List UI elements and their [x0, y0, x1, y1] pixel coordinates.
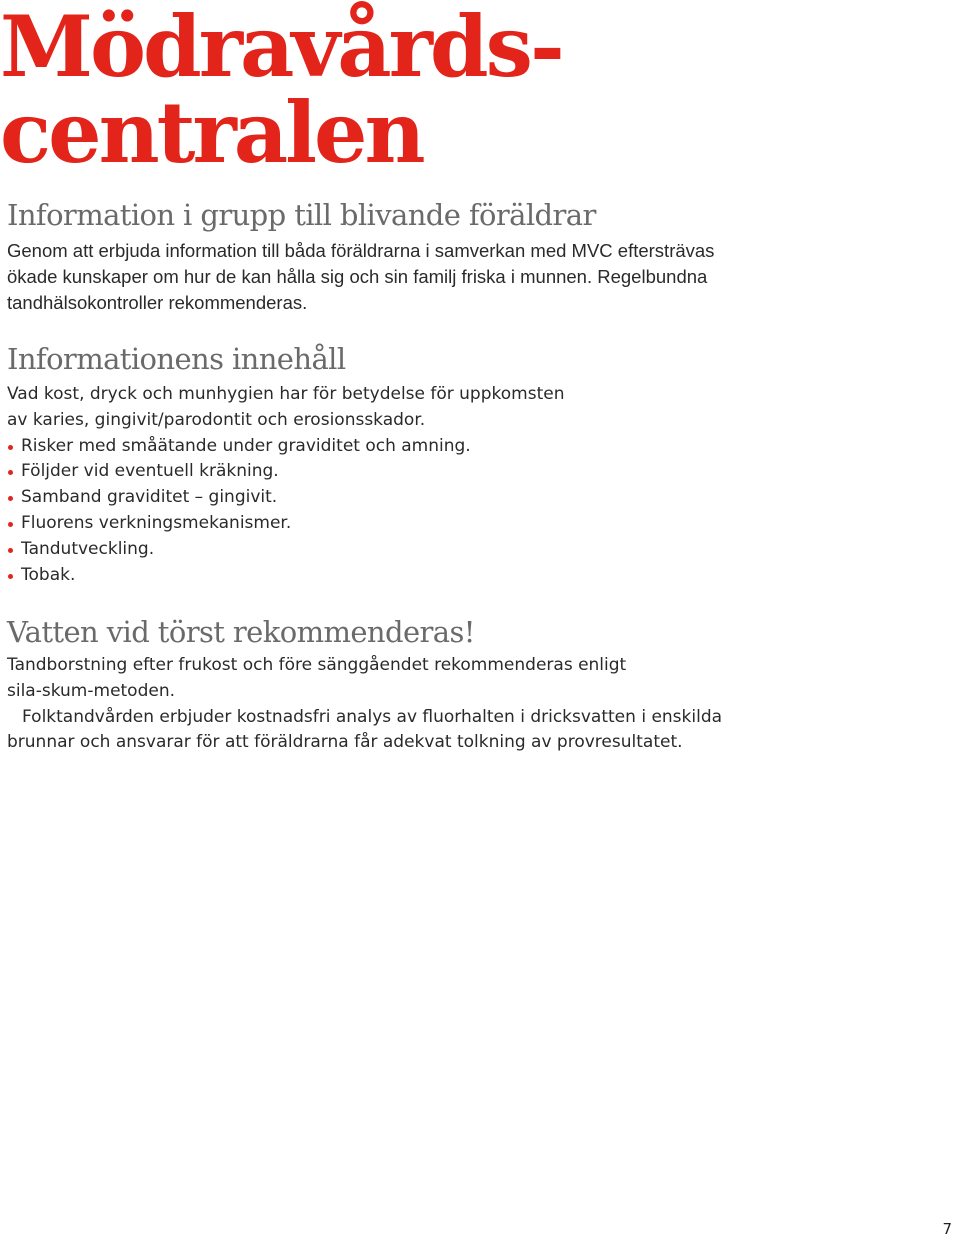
section-body-content [7, 382, 947, 588]
paragraph-line: Genom att erbjuda information till båda föräldrarna i samverkan med MVC eftersträvas [7, 240, 715, 261]
paragraph-line: tandhälsokontroller rekommenderas. [7, 291, 308, 313]
list-item: Samband graviditet – gingivit. [7, 485, 947, 511]
page-title-line-1: Mödravårds- [0, 0, 562, 96]
section-heading-group-info: Information i grupp till blivande föräldrar [7, 198, 596, 232]
list-item: Risker med småätande under graviditet och amning. [7, 434, 947, 460]
section-body-water [7, 653, 947, 756]
list-item: Fluorens verkningsmekanismer. [7, 511, 947, 537]
bullet-icon [8, 445, 13, 450]
list-item: Tobak. [7, 563, 947, 589]
section-heading-water: Vatten vid törst rekommenderas! [7, 615, 475, 649]
section-body-group-info [7, 238, 947, 315]
paragraph-line: sila-skum-metoden. [7, 680, 176, 701]
bullet-icon [8, 522, 13, 527]
paragraph-line: Vad kost, dryck och munhygien har för betydelse för uppkomsten [7, 384, 565, 404]
page-number: 7 [942, 1220, 952, 1238]
paragraph-line: Tandborstning efter frukost och före sänggåendet rekommenderas enligt [7, 655, 627, 675]
paragraph-line: brunnar och ansvarar för att föräldrarna får adekvat tolkning av provresultatet. [7, 732, 683, 753]
list-item: Följder vid eventuell kräkning. [7, 459, 947, 485]
bullet-icon [8, 548, 13, 553]
page-title-line-2: centralen [0, 83, 423, 182]
paragraph-line: ökade kunskaper om hur de kan hålla sig och sin familj friska i munnen. Regelbundna [7, 265, 708, 287]
paragraph-line: av karies, gingivit/parodontit och erosionsskador. [7, 409, 426, 430]
section-heading-content: Informationens innehåll [7, 342, 346, 376]
bullet-icon [8, 496, 13, 501]
bullet-icon [8, 574, 13, 579]
bullet-icon [8, 470, 13, 475]
content-bullet-list [7, 434, 947, 589]
paragraph-line: Folktandvården erbjuder kostnadsfri analys av fluorhalten i dricksvatten i enskilda [22, 706, 723, 727]
list-item: Tandutveckling. [7, 537, 947, 563]
